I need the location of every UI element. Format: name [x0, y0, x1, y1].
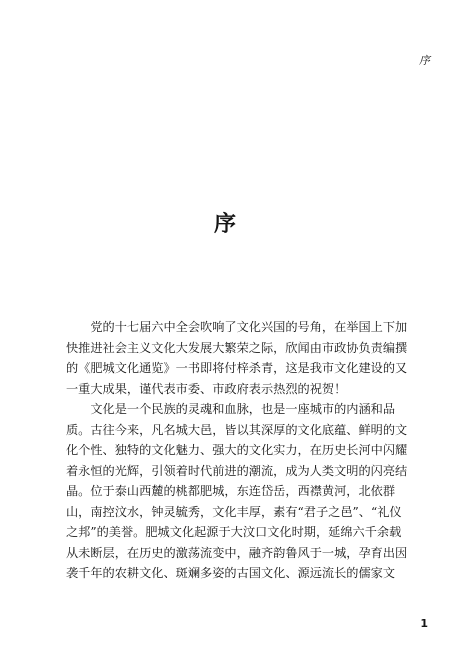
- running-head: 序: [419, 54, 430, 67]
- paragraph-2-line-1: 文化是一个民族的灵魂和血脉，也是一座城市的内涵和品: [66, 402, 396, 416]
- paragraph-1-line-2: 快推进社会主义文化大发展大繁荣之际，欣闻由市政协负责编撰: [66, 340, 408, 355]
- paragraph-1-line-4: 一重大成果，谨代表市委、市政府表示热烈的祝贺！: [66, 381, 347, 396]
- paragraph-2-line-2: 质。古往今来，凡名城大邑，皆以其深厚的文化底蕴、鲜明的文: [66, 422, 408, 437]
- paragraph-1-line-3: 的《肥城文化通览》一书即将付梓杀青，这是我市文化建设的又: [66, 361, 408, 375]
- body-text: [66, 317, 446, 584]
- paragraph-2-line-4: 着永恒的光辉，引领着时代前进的潮流，成为人类文明的闪亮结: [66, 463, 408, 478]
- paragraph-1-line-1: 党的十七届六中全会吹响了文化兴国的号角，在举国上下加: [66, 320, 408, 334]
- paragraph-2-line-3: 化个性、独特的文化魅力、强大的文化实力，在历史长河中闪耀: [66, 443, 408, 457]
- chapter-title: 序: [213, 211, 236, 237]
- paragraph-2-line-9: 袭千年的农耕文化、斑斓多姿的古国文化、源远流长的儒家文: [66, 566, 396, 580]
- page-number: 1: [420, 617, 428, 630]
- paragraph-2-line-8: 从未断层，在历史的激荡流变中，融齐韵鲁风于一城，孕育出因: [66, 545, 408, 560]
- paragraph-2-line-6: 山，南控汶水，钟灵毓秀，文化丰厚，素有“君子之邑”、“礼仪: [66, 504, 402, 519]
- paragraph-2-line-5: 晶。位于泰山西麓的桃都肥城，东连岱岳，西襟黄河，北依群: [66, 484, 396, 498]
- paragraph-2-line-7: 之邦”的美誉。肥城文化起源于大汶口文化时期，延绵六千余载: [66, 525, 402, 539]
